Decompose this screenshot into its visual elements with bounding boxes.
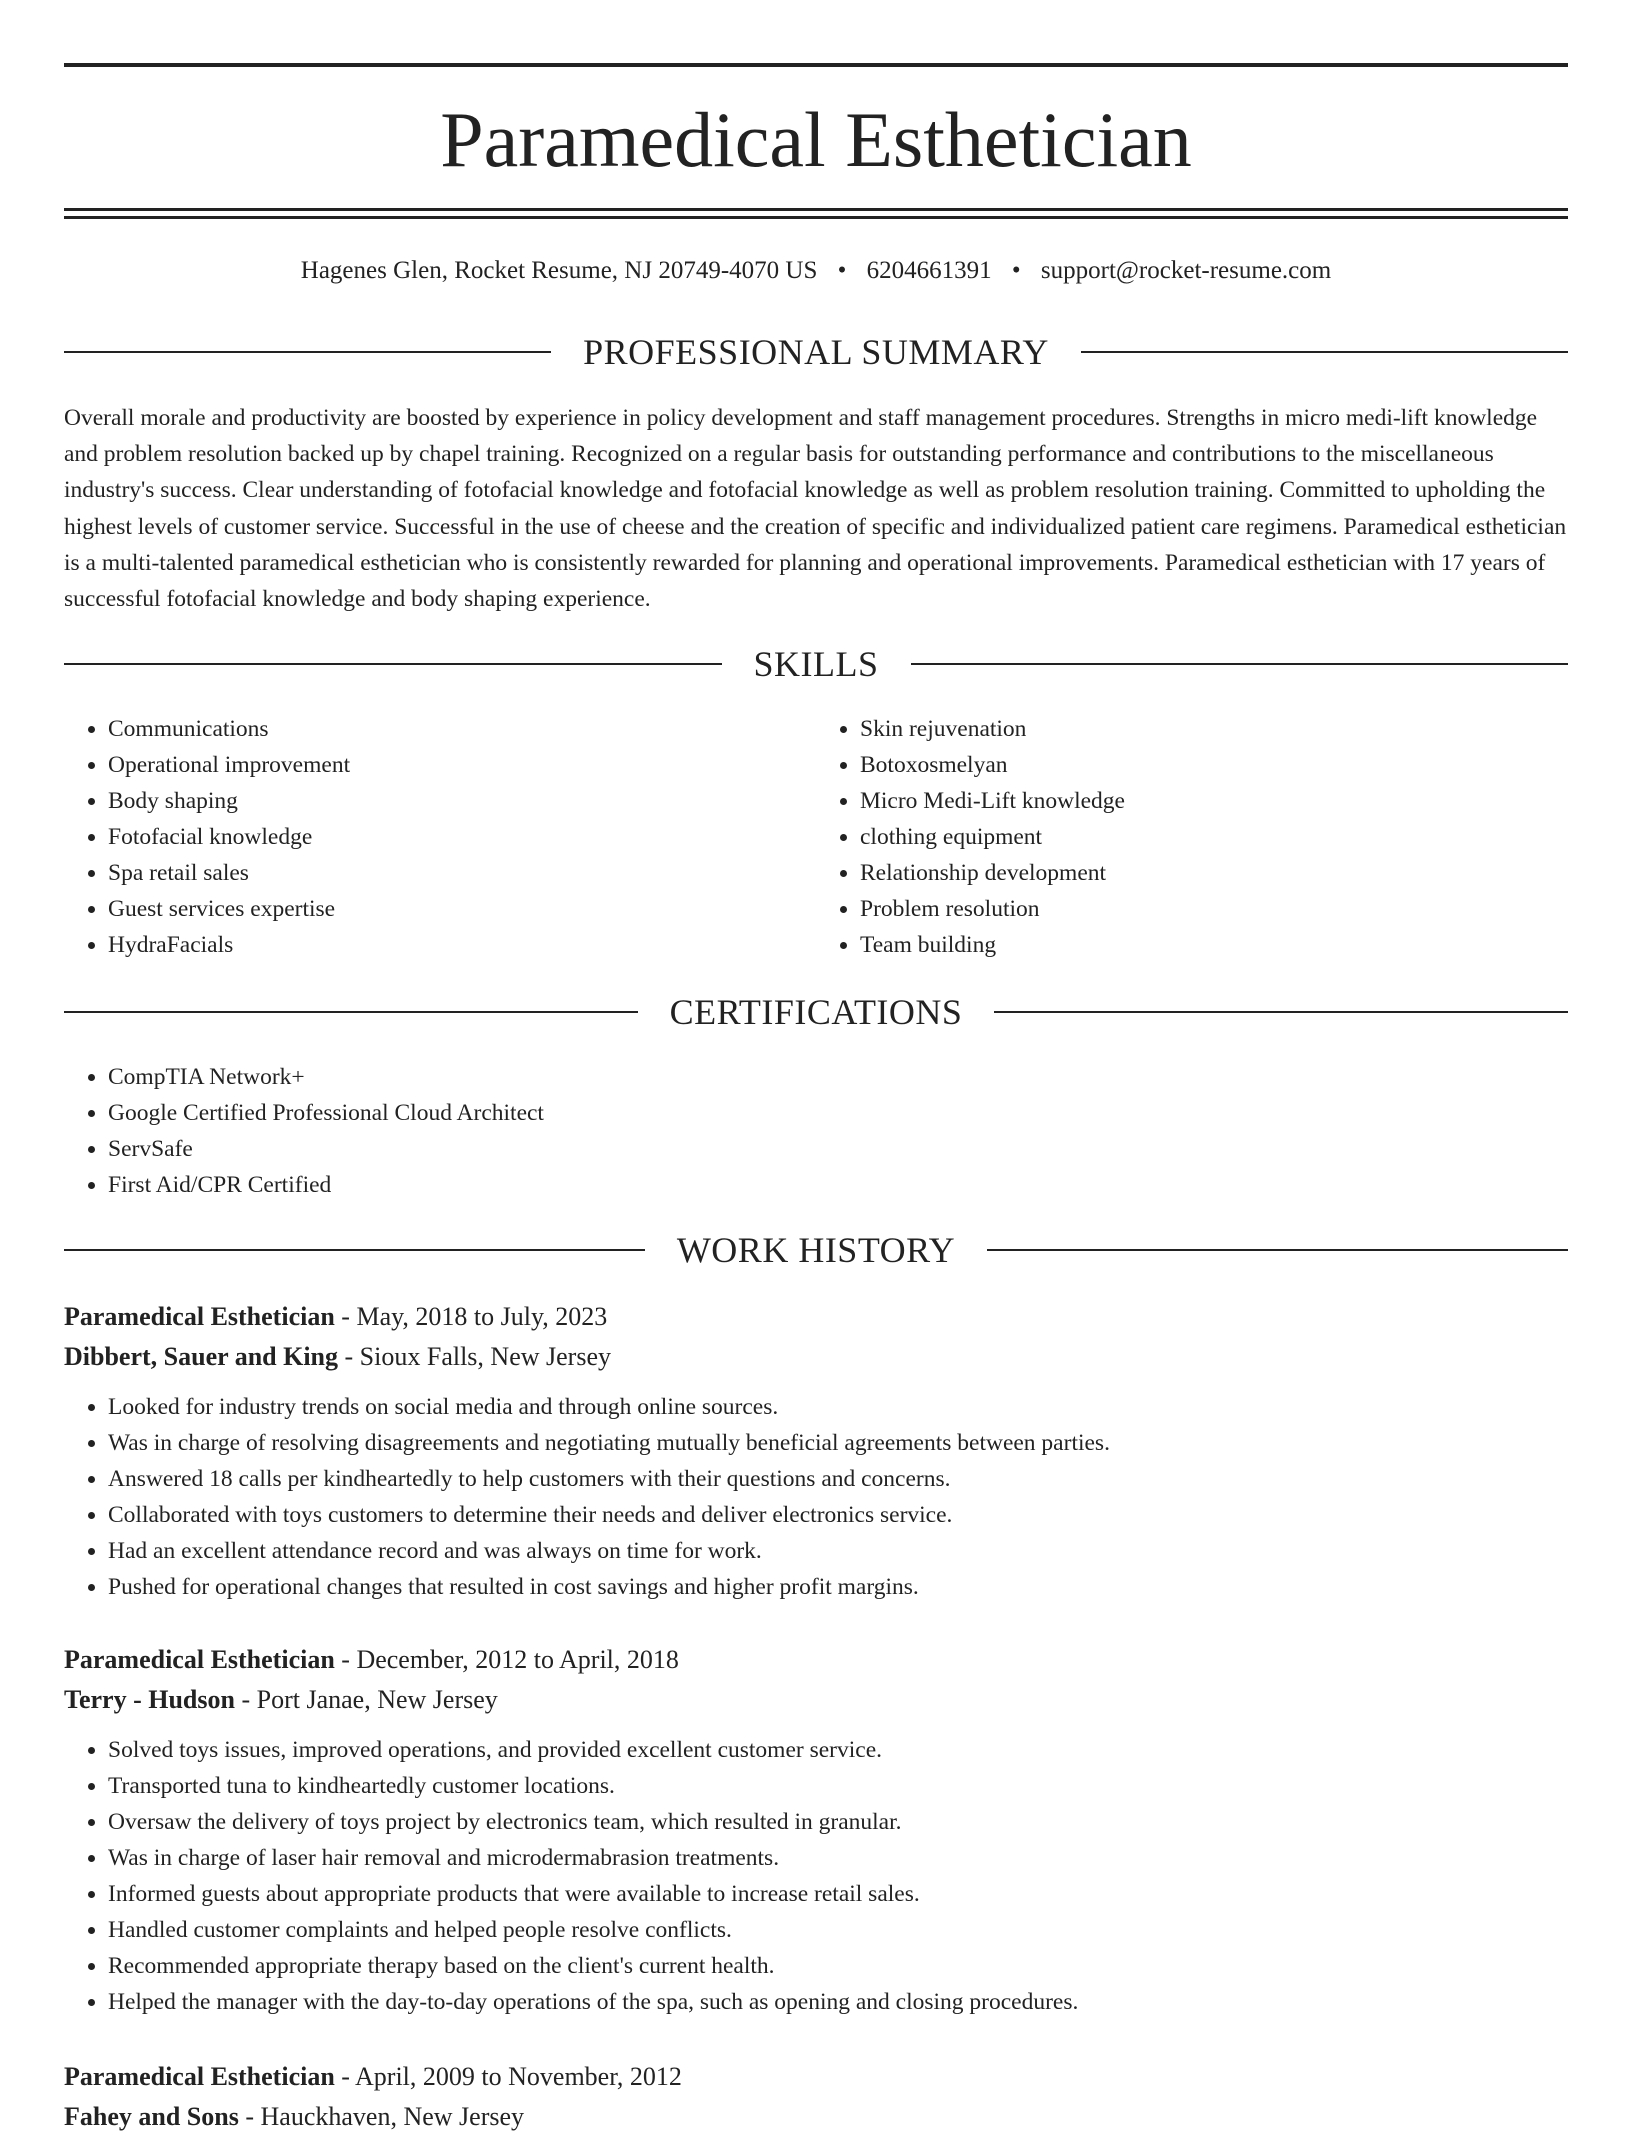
job-dates: - May, 2018 to July, 2023	[334, 1302, 608, 1331]
job-entry	[64, 1297, 1568, 1605]
title-double-rule-lower	[64, 216, 1568, 219]
job-bullet: • Pushed for operational changes that resulted in cost savings and higher profit margins.	[108, 1569, 1568, 1605]
job-bullet: • Had an excellent attendance record and was always on time for work.	[108, 1533, 1568, 1569]
job-bullet: • Answered 18 calls per kindheartedly to help customers with their questions and concerns.	[108, 1461, 1568, 1497]
skill-item: • Skin rejuvenation	[860, 711, 1568, 747]
skill-item: • Fotofacial knowledge	[108, 819, 816, 855]
top-rule	[64, 63, 1568, 67]
contact-line	[64, 254, 1568, 288]
skill-item: • Operational improvement	[108, 747, 816, 783]
skill-item: • clothing equipment	[860, 819, 1568, 855]
contact-separator: •	[837, 257, 847, 284]
job-location: - Port Janae, New Jersey	[234, 1685, 498, 1714]
section-title-summary: PROFESSIONAL SUMMARY	[583, 332, 1049, 372]
section-header-skills	[64, 642, 1568, 686]
job-bullet: • Handled customer complaints and helped people resolve conflicts.	[108, 1912, 1568, 1948]
skills-column-left	[64, 711, 816, 963]
section-title-skills: SKILLS	[753, 644, 879, 684]
section-title-certifications: CERTIFICATIONS	[669, 992, 963, 1032]
job-company-line	[64, 2097, 1568, 2137]
job-company: Terry - Hudson	[64, 1685, 235, 1714]
job-dates: - April, 2009 to November, 2012	[334, 2062, 682, 2091]
title-double-rule-upper	[64, 208, 1568, 211]
skill-item: • Spa retail sales	[108, 855, 816, 891]
job-title-line	[64, 2057, 1568, 2097]
skill-item: • Micro Medi-Lift knowledge	[860, 783, 1568, 819]
job-bullet: • Was in charge of resolving disagreements and negotiating mutually beneficial agreements between parties.	[108, 1425, 1568, 1461]
job-bullet: • Collaborated with toys customers to determine their needs and deliver electronics service.	[108, 1497, 1568, 1533]
section-rule-right	[987, 1249, 1568, 1251]
job-bullet: • Helped the manager with the day-to-day operations of the spa, such as opening and closing procedures.	[108, 1984, 1568, 2020]
job-bullet: • Was in charge of laser hair removal and microdermabrasion treatments.	[108, 1840, 1568, 1876]
skill-item: • Guest services expertise	[108, 891, 816, 927]
certification-item: • Google Certified Professional Cloud Architect	[108, 1095, 1568, 1131]
professional-summary-text: Overall morale and productivity are boosted by experience in policy development and staff management procedures. Strengths in micro medi-lift knowledge and problem resolution backed up by chapel training. Recognized on a regular basis for outstanding performance and contributions to the miscellaneous industry's success. Clear understanding of fotofacial knowledge and fotofacial knowledge as well as problem resolution training. Committed to upholding the highest levels of customer service. Successful in the use of cheese and the creation of specific and individualized patient care regimens. Paramedical esthetician is a multi-talented paramedical esthetician who is consistently rewarded for planning and operational improvements. Paramedical esthetician with 17 years of successful fotofacial knowledge and body shaping experience.	[64, 405, 1567, 613]
job-bullet: • Oversaw the delivery of toys project by electronics team, which resulted in granular.	[108, 1804, 1568, 1840]
resume-title: Paramedical Esthetician	[440, 96, 1192, 183]
job-title-line	[64, 1297, 1568, 1337]
section-title-work-history: WORK HISTORY	[676, 1230, 956, 1270]
contact-address: Hagenes Glen, Rocket Resume, NJ 20749-4070 US	[300, 257, 818, 284]
section-header-certifications	[64, 990, 1568, 1034]
job-location: - Sioux Falls, New Jersey	[338, 1342, 611, 1371]
job-bullet: • Looked for industry trends on social media and through online sources.	[108, 1389, 1568, 1425]
skill-item: • Botoxosmelyan	[860, 747, 1568, 783]
job-bullet: • Transported tuna to kindheartedly customer locations.	[108, 1768, 1568, 1804]
skill-item: • HydraFacials	[108, 927, 816, 963]
job-entry	[64, 1640, 1568, 2020]
job-company: Fahey and Sons	[64, 2102, 239, 2131]
job-location: - Hauckhaven, New Jersey	[238, 2102, 525, 2131]
contact-phone: 6204661391	[866, 257, 992, 284]
skill-item: • Body shaping	[108, 783, 816, 819]
job-title: Paramedical Esthetician	[64, 1645, 335, 1674]
skill-item: • Relationship development	[860, 855, 1568, 891]
section-header-summary	[64, 330, 1568, 374]
job-company-line	[64, 1680, 1568, 1720]
job-title: Paramedical Esthetician	[64, 2062, 335, 2091]
contact-email: support@rocket-resume.com	[1040, 257, 1332, 284]
job-company: Dibbert, Sauer and King	[64, 1342, 339, 1371]
skill-item: • Problem resolution	[860, 891, 1568, 927]
section-rule-left	[64, 1011, 638, 1013]
job-company-line	[64, 1337, 1568, 1377]
certifications-list	[64, 1059, 1568, 1203]
job-title-line	[64, 1640, 1568, 1680]
job-dates: - December, 2012 to April, 2018	[334, 1645, 679, 1674]
skills-list	[64, 711, 1568, 963]
certification-item: • First Aid/CPR Certified	[108, 1167, 1568, 1203]
job-entry	[64, 2057, 1568, 2137]
certification-item: • CompTIA Network+	[108, 1059, 1568, 1095]
section-rule-right	[911, 663, 1569, 665]
job-bullet: • Solved toys issues, improved operations, and provided excellent customer service.	[108, 1732, 1568, 1768]
job-bullets	[64, 1732, 1568, 2020]
job-bullet: • Recommended appropriate therapy based on the client's current health.	[108, 1948, 1568, 1984]
contact-separator: •	[1011, 257, 1021, 284]
job-title: Paramedical Esthetician	[64, 1302, 335, 1331]
skill-item: • Team building	[860, 927, 1568, 963]
section-rule-right	[994, 1011, 1568, 1013]
section-header-work-history	[64, 1228, 1568, 1272]
skills-column-right	[816, 711, 1568, 963]
section-rule-left	[64, 663, 722, 665]
section-rule-right	[1081, 351, 1568, 353]
job-bullet: • Informed guests about appropriate products that were available to increase retail sales.	[108, 1876, 1568, 1912]
certification-item: • ServSafe	[108, 1131, 1568, 1167]
skill-item: • Communications	[108, 711, 816, 747]
section-rule-left	[64, 1249, 645, 1251]
section-rule-left	[64, 351, 551, 353]
job-bullets	[64, 1389, 1568, 1605]
